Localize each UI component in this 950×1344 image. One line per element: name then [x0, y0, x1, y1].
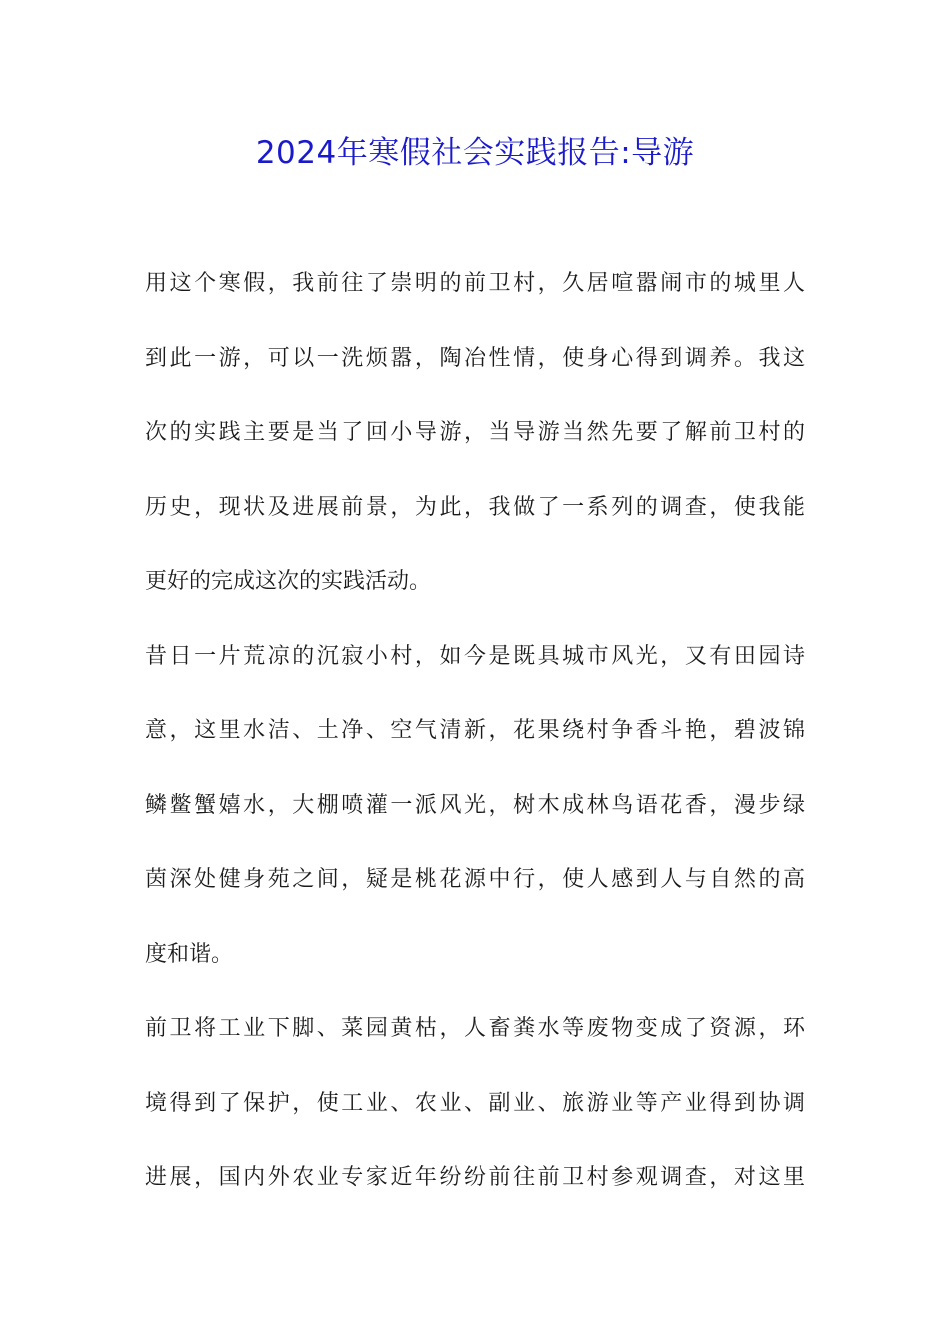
body-line: 茵深处健身苑之间，疑是桃花源中行，使人感到人与自然的高	[145, 867, 805, 892]
body-line: 更好的完成这次的实践活动。	[145, 569, 432, 594]
body-line: 前卫将工业下脚、菜园黄枯，人畜粪水等废物变成了资源，环	[145, 1016, 805, 1041]
body-line: 意，这里水洁、土净、空气清新，花果绕村争香斗艳，碧波锦	[145, 718, 805, 743]
document-title: 2024年寒假社会实践报告:导游	[255, 135, 695, 171]
body-line: 进展，国内外农业专家近年纷纷前往前卫村参观调查，对这里	[145, 1165, 805, 1190]
body-line: 到此一游，可以一洗烦嚣，陶冶性情，使身心得到调养。我这	[145, 345, 805, 371]
body-line: 次的实践主要是当了回小导游，当导游当然先要了解前卫村的	[145, 420, 805, 445]
body-line: 境得到了保护，使工业、农业、副业、旅游业等产业得到协调	[145, 1090, 805, 1116]
body-line: 昔日一片荒凉的沉寂小村，如今是既具城市风光，又有田园诗	[145, 643, 805, 669]
body-line: 鳞鳖蟹嬉水，大棚喷灌一派风光，树木成林鸟语花香，漫步绿	[145, 792, 805, 818]
body-line: 度和谐。	[145, 941, 234, 967]
body-line: 用这个寒假，我前往了崇明的前卫村，久居喧嚣闹市的城里人	[145, 271, 805, 296]
document-body	[145, 260, 805, 1229]
body-line: 历史，现状及进展前景，为此，我做了一系列的调查，使我能	[145, 494, 805, 520]
